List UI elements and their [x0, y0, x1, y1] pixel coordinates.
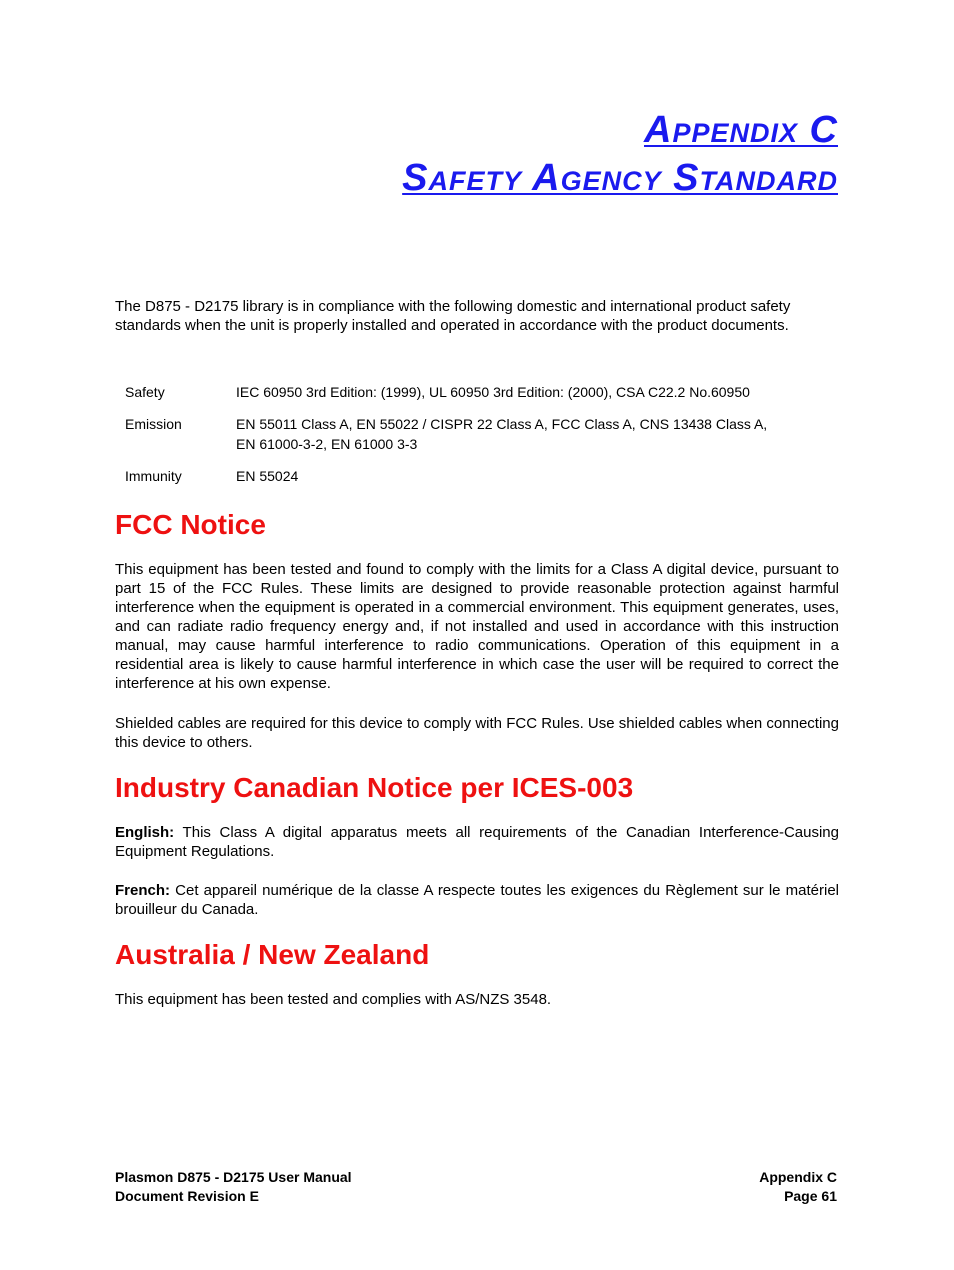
- standard-value-line: EN 55011 Class A, EN 55022 / CISPR 22 Class A, FCC Class A, CNS 13438 Class A,: [236, 416, 768, 432]
- english-label: English:: [115, 824, 175, 841]
- footer-section: Appendix C: [759, 1169, 837, 1185]
- footer-page-number: Page 61: [784, 1188, 837, 1204]
- standard-label: Emission: [125, 416, 182, 432]
- standard-value: IEC 60950 3rd Edition: (1999), UL 60950 3rd Edition: (2000), CSA C22.2 No.60950: [236, 384, 750, 400]
- standard-label: Safety: [125, 384, 165, 400]
- page-title-line2: Safety Agency Standard: [402, 157, 838, 199]
- australia-paragraph: This equipment has been tested and complies with AS/NZS 3548.: [115, 991, 552, 1008]
- page-title: [402, 106, 838, 202]
- footer-revision: Document Revision E: [115, 1188, 259, 1204]
- intro-paragraph: The D875 - D2175 library is in compliance with the following domestic and international product safety standards when the unit is properly installed and operated in accordance with the product documents.: [115, 298, 791, 334]
- page-title-line1: Appendix C: [644, 109, 838, 151]
- french-text: Cet appareil numérique de la classe A respecte toutes les exigences du Règlement sur le matériel brouilleur du Canada.: [115, 882, 839, 918]
- french-label: French:: [115, 882, 171, 899]
- canada-french-paragraph: [115, 881, 839, 919]
- footer-manual-title: Plasmon D875 - D2175 User Manual: [115, 1169, 352, 1185]
- footer-right: [759, 1168, 837, 1206]
- fcc-shielded-paragraph: Shielded cables are required for this device to comply with FCC Rules. Use shielded cables when connecting this device to others.: [115, 715, 839, 751]
- standard-value: EN 55024: [236, 468, 299, 484]
- fcc-paragraph: This equipment has been tested and found to comply with the limits for a Class A digital device, pursuant to part 15 of the FCC Rules. These limits are designed to provide reasonable protection against harmful interference when the equipment is operated in a commercial environment. This equipment generates, uses, and can radiate radio frequency energy and, if not installed and used in accordance with this instruction manual, may cause harmful interference to radio communications. Operation of this equipment in a residential area is likely to cause harmful interference in which case the user will be required to correct the interference at his own expense.: [115, 561, 839, 692]
- english-text: This Class A digital apparatus meets all requirements of the Canadian Interference-Causing Equipment Regulations.: [115, 824, 839, 860]
- standard-value: [236, 414, 836, 454]
- canada-english-paragraph: [115, 823, 839, 861]
- footer-left: [115, 1168, 352, 1206]
- canada-notice-heading: Industry Canadian Notice per ICES-003: [115, 772, 634, 803]
- australia-heading: Australia / New Zealand: [115, 939, 430, 970]
- standard-value-line: EN 61000-3-2, EN 61000 3-3: [236, 436, 418, 452]
- standard-label: Immunity: [125, 468, 182, 484]
- fcc-notice-heading: FCC Notice: [115, 509, 266, 540]
